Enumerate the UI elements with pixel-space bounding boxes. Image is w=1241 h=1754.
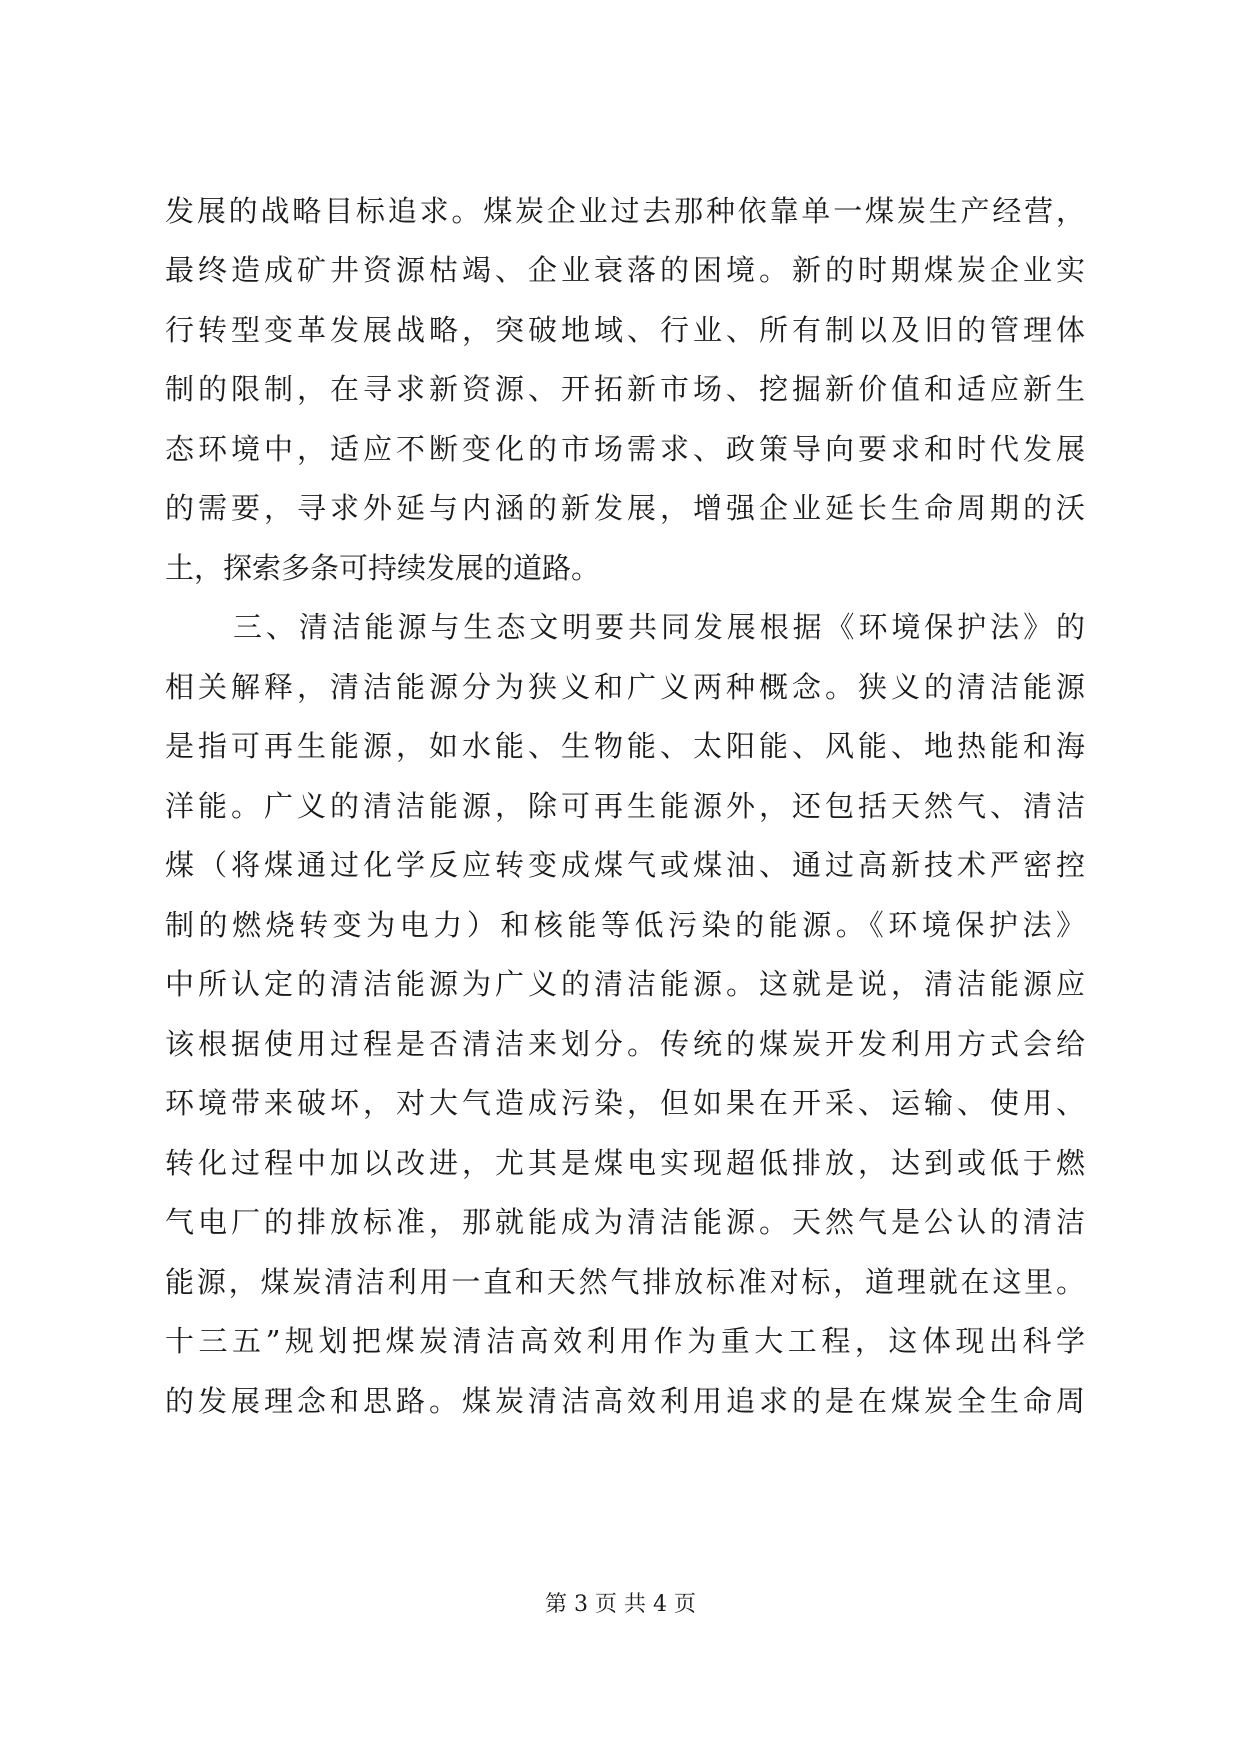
body-text-line: 最终造成矿井资源枯竭、企业衰落的困境。新的时期煤炭企业实 (165, 253, 1085, 287)
body-text-line: 该根据使用过程是否清洁来划分。传统的煤炭开发利用方式会给 (165, 1027, 1085, 1061)
body-text-line: 环境带来破坏，对大气造成污染，但如果在开采、运输、使用、 (165, 1086, 1085, 1120)
body-text-line: 发展的战略目标追求。煤炭企业过去那种依靠单一煤炭生产经营， (165, 194, 1085, 228)
body-text-line: 煤（将煤通过化学反应转变成煤气或煤油、通过高新技术严密控 (165, 848, 1085, 882)
body-text-line: 态环境中，适应不断变化的市场需求、政策导向要求和时代发展 (165, 432, 1085, 466)
body-text-line: 是指可再生能源，如水能、生物能、太阳能、风能、地热能和海 (165, 729, 1085, 763)
body-text-line: 行转型变革发展战略，突破地域、行业、所有制以及旧的管理体 (165, 313, 1085, 347)
body-text-line: 相关解释，清洁能源分为狭义和广义两种概念。狭义的清洁能源 (165, 670, 1085, 704)
body-text-line: 气电厂的排放标准，那就能成为清洁能源。天然气是公认的清洁 (165, 1205, 1085, 1239)
body-text-line: 的需要，寻求外延与内涵的新发展，增强企业延长生命周期的沃 (165, 491, 1085, 525)
paragraph-first-line: 三、清洁能源与生态文明要共同发展根据《环境保护法》的 (233, 610, 1085, 644)
body-text-line: 土，探索多条可持续发展的道路。 (165, 551, 601, 585)
body-text-line: 中所认定的清洁能源为广义的清洁能源。这就是说，清洁能源应 (165, 967, 1085, 1001)
body-text-line: 制的燃烧转变为电力）和核能等低污染的能源。《环境保护法》 (165, 908, 1085, 942)
body-text-line: 制的限制，在寻求新资源、开拓新市场、挖掘新价值和适应新生 (165, 372, 1085, 406)
body-text-line: 能源，煤炭清洁利用一直和天然气排放标准对标，道理就在这里。 (165, 1265, 1085, 1299)
body-text-line: 十三五”规划把煤炭清洁高效利用作为重大工程，这体现出科学 (165, 1324, 1085, 1358)
body-text-line: 洋能。广义的清洁能源，除可再生能源外，还包括天然气、清洁 (165, 789, 1085, 823)
page-number-footer: 第 3 页 共 4 页 (545, 1592, 696, 1617)
body-text-line: 的发展理念和思路。煤炭清洁高效利用追求的是在煤炭全生命周 (165, 1384, 1085, 1418)
body-text-line: 转化过程中加以改进，尤其是煤电实现超低排放，达到或低于燃 (165, 1146, 1085, 1180)
